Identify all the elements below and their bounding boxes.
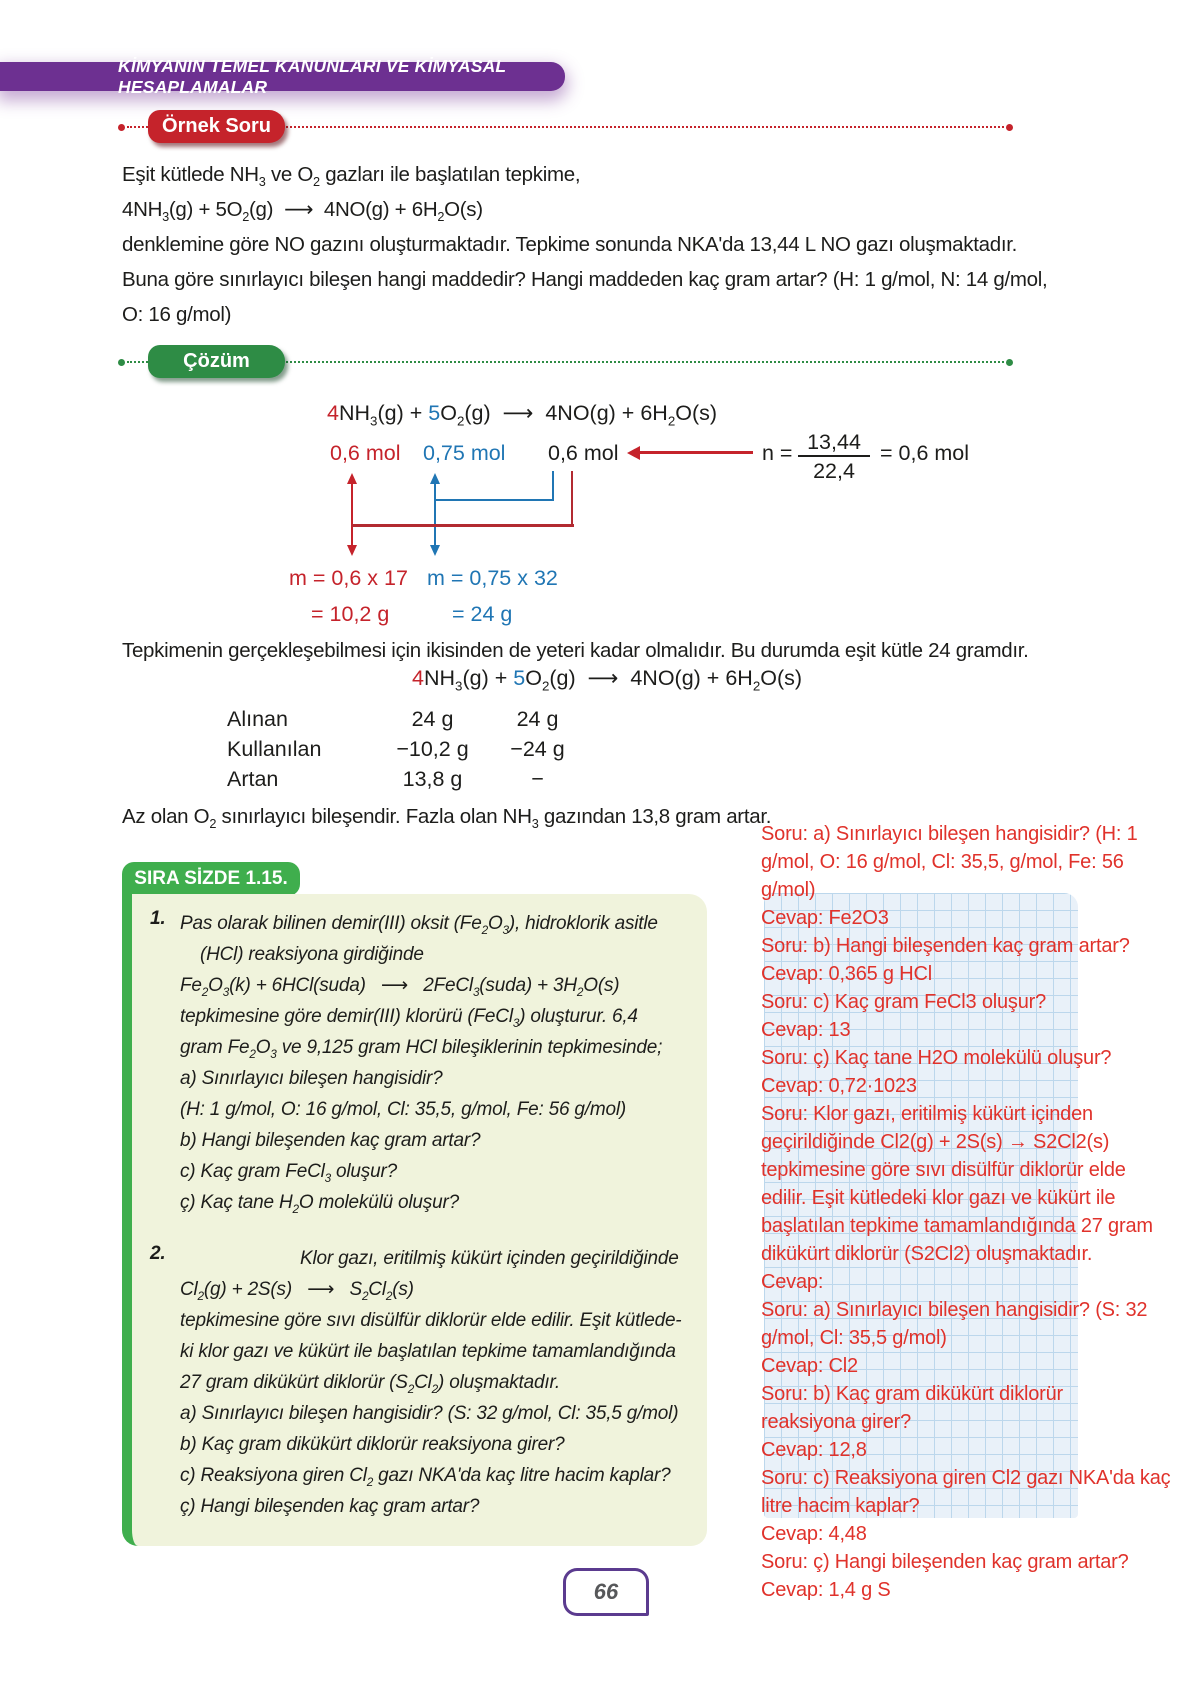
annotation-line: geçirildiğinde Cl2(g) + 2S(s) → S2Cl2(s): [761, 1131, 1110, 1153]
mole-calc-result: = 0,6 mol: [880, 441, 970, 465]
mass-table-label: Alınan: [227, 707, 288, 731]
up-down-arrow-blue-icon: [434, 479, 436, 550]
problem-line: $4NH_3(g) + 5O_2(g)$ ⟶ $4NO(g) + 6H_2O(s)$: [122, 198, 483, 225]
connector-red-vertical: [571, 471, 573, 527]
exercise-line: gram $Fe_2O_3$ ve 9,125 gram HCl bileşiklerinin tepkimesinde;: [180, 1037, 663, 1061]
exercise-tab: [122, 862, 300, 896]
mass-table-nh3-value: 24 g: [411, 707, 454, 731]
mole-calc-prefix: n =: [762, 441, 793, 465]
exercise-line: ç) Kaç tane $H_2O$ molekülü oluşur?: [180, 1192, 459, 1216]
example-tab: [148, 110, 285, 143]
annotation-line: Soru: c) Kaç gram FeCl3 oluşur?: [761, 991, 1047, 1013]
up-down-arrow-red-icon: [351, 479, 353, 550]
problem-line: Eşit kütlede $NH_3$ ve $O_2$ gazları ile başlatılan tepkime,: [122, 163, 581, 190]
annotation-line: Cevap: 12,8: [761, 1439, 867, 1461]
mass-o2-result: = 24 g: [452, 602, 513, 626]
annotation-line: başlatılan tepkime tamamlandığında 27 gram: [761, 1215, 1153, 1237]
exercise-tab-label: SIRA SİZDE 1.15.: [134, 868, 288, 889]
annotation-line: Cevap:: [761, 1271, 824, 1293]
annotation-notes: [761, 820, 1181, 1604]
solution-equation-2: $4NH_3(g) + 5O_2(g)$ ⟶ $4NO(g) + 6H_2O(s)$: [412, 666, 803, 694]
annotation-line: Cevap: 0,365 g HCl: [761, 963, 932, 985]
exercise-line: Pas olarak bilinen demir(III) oksit $(Fe_2O_3)$, hidroklorik asitle: [180, 913, 658, 937]
annotation-line: Cevap: 0,72·1023: [761, 1075, 917, 1097]
exercise-line: a) Sınırlayıcı bileşen hangisidir? (S: 32 g/mol, Cl: 35,5 g/mol): [180, 1403, 679, 1424]
annotation-line: edilir. Eşit kütledeki klor gazı ve kükürt ile: [761, 1187, 1116, 1209]
connector-blue-horizontal: [435, 499, 554, 501]
example-tab-label: Örnek Soru: [162, 115, 271, 137]
exercise-line: $Fe_2O_3(k)$ + 6HCl(suda) ⟶ 2FeCl$_3$(suda) + $3H_2O(s)$: [180, 975, 620, 999]
mass-table-o2-value: −: [531, 767, 544, 791]
problem-text: [122, 157, 1072, 332]
annotation-line: reaksiyona girer?: [761, 1411, 912, 1433]
annotation-line: Cevap: Cl2: [761, 1355, 858, 1377]
page-number: 66: [593, 1579, 619, 1604]
exercise-line: a) Sınırlayıcı bileşen hangisidir?: [180, 1068, 443, 1089]
mass-table-o2-value: 24 g: [516, 707, 559, 731]
chapter-header-bar: [0, 55, 565, 97]
annotation-line: litre hacim kaplar?: [761, 1495, 920, 1517]
annotation-line: Soru: b) Kaç gram dikükürt diklorür: [761, 1383, 1064, 1405]
mass-table: [227, 706, 590, 796]
annotation-line: Cevap: 4,48: [761, 1523, 867, 1545]
exercise-line: c) Kaç gram FeCl$_3$ oluşur?: [180, 1161, 397, 1185]
solution-tab: [148, 345, 285, 378]
solution-equation: $4NH_3(g) + 5O_2(g)$ ⟶ $4NO(g) + 6H_2O(s)$: [327, 401, 718, 429]
exercise-line: 27 gram dikükürt diklorür $(S_2Cl_2)$ oluşmaktadır.: [180, 1372, 560, 1396]
left-arrow-icon: [633, 451, 753, 454]
connector-red-horizontal: [352, 524, 574, 527]
page-number-badge: [563, 1568, 649, 1616]
fraction-denominator: 22,4: [813, 459, 855, 483]
annotation-line: Soru: a) Sınırlayıcı bileşen hangisidir? (H: 1: [761, 823, 1138, 845]
exercise-line: (HCl) reaksiyona girdiğinde: [200, 944, 424, 965]
annotation-line: Cevap: 13: [761, 1019, 851, 1041]
problem-line: denklemine göre NO gazını oluşturmaktadır. Tepkime sonunda NKA'da 13,44 L NO gazı oluşmaktadır.: [122, 233, 1018, 256]
annotation-line: Soru: ç) Hangi bileşenden kaç gram artar?: [761, 1551, 1129, 1573]
mass-table-nh3-value: −10,2 g: [396, 737, 469, 761]
mol-o2: 0,75 mol: [423, 441, 506, 465]
exercise-line: tepkimesine göre sıvı disülfür diklorür elde edilir. Eşit kütlede-: [180, 1310, 682, 1331]
exercise-box: [122, 894, 707, 1546]
mass-table-label: Artan: [227, 767, 279, 791]
exercise-line: $Cl_2(g) + 2S(s)$ ⟶ $S_2Cl_2(s)$: [180, 1279, 414, 1303]
exercise-line: b) Kaç gram dikükürt diklorür reaksiyona girer?: [180, 1434, 565, 1455]
exercise-line: b) Hangi bileşenden kaç gram artar?: [180, 1130, 481, 1151]
annotation-line: g/mol, O: 16 g/mol, Cl: 35,5, g/mol, Fe: 56: [761, 851, 1124, 873]
annotation-line: g/mol, Cl: 35,5 g/mol): [761, 1327, 947, 1349]
exercise-line: ki klor gazı ve kükürt ile başlatılan tepkime tamamlandığında: [180, 1341, 676, 1362]
solution-conclusion: Az olan $O_2$ sınırlayıcı bileşendir. Fazla olan $NH_3$ gazından 13,8 gram artar.: [122, 805, 772, 832]
mass-table-label: Kullanılan: [227, 737, 322, 761]
chapter-title: KİMYANIN TEMEL KANUNLARI VE KİMYASAL HESAPLAMALAR: [118, 55, 506, 97]
annotation-line: tepkimesine göre sıvı disülfür diklorür elde: [761, 1159, 1126, 1181]
annotation-line: g/mol): [761, 879, 816, 901]
exercise-item-1: [132, 908, 701, 1218]
problem-line: O: 16 g/mol): [122, 303, 232, 326]
mass-nh3: m = 0,6 x 17: [289, 566, 408, 590]
exercise-line: (H: 1 g/mol, O: 16 g/mol, Cl: 35,5, g/mol, Fe: 56 g/mol): [180, 1099, 627, 1120]
exercise-line: tepkimesine göre demir(III) klorürü (FeCl$_3$) oluşturur. 6,4: [180, 1006, 638, 1030]
exercise-item-2-number: 2.: [150, 1243, 166, 1264]
mol-no: 0,6 mol: [548, 441, 619, 465]
solution-tab-label: Çözüm: [183, 350, 250, 372]
exercise-line: Klor gazı, eritilmiş kükürt içinden geçirildiğinde: [300, 1248, 679, 1269]
annotation-line: Soru: b) Hangi bileşenden kaç gram artar?: [761, 935, 1130, 957]
exercise-line: c) Reaksiyona giren $Cl_2$ gazı NKA'da kaç litre hacim kaplar?: [180, 1465, 671, 1489]
annotation-line: Soru: Klor gazı, eritilmiş kükürt içinden: [761, 1103, 1093, 1125]
annotation-line: Soru: ç) Kaç tane H2O molekülü oluşur?: [761, 1047, 1112, 1069]
annotation-line: dikükürt diklorür (S2Cl2) oluşmaktadır.: [761, 1243, 1093, 1265]
fraction-bar: [798, 455, 870, 457]
problem-line: Buna göre sınırlayıcı bileşen hangi maddedir? Hangi maddeden kaç gram artar? (H: 1 g/mol, N: 14 g/mol,: [122, 268, 1048, 291]
exercise-item-1-number: 1.: [150, 908, 166, 929]
exercise-line: ç) Hangi bileşenden kaç gram artar?: [180, 1496, 480, 1517]
solution-note: Tepkimenin gerçekleşebilmesi için ikisinden de yeteri kadar olmalıdır. Bu durumda eşit kütle 24 gramdır.: [122, 639, 1029, 662]
annotation-line: Soru: c) Reaksiyona giren Cl2 gazı NKA'da kaç: [761, 1467, 1171, 1489]
mass-table-o2-value: −24 g: [510, 737, 565, 761]
fraction-numerator: 13,44: [807, 430, 861, 454]
mass-table-nh3-value: 13,8 g: [402, 767, 463, 791]
mass-o2: m = 0,75 x 32: [427, 566, 558, 590]
connector-blue-vertical: [552, 471, 554, 501]
annotation-line: Soru: a) Sınırlayıcı bileşen hangisidir? (S: 32: [761, 1299, 1148, 1321]
mol-nh3: 0,6 mol: [330, 441, 401, 465]
annotation-line: Cevap: 1,4 g S: [761, 1579, 891, 1601]
annotation-line: Cevap: Fe2O3: [761, 907, 889, 929]
exercise-item-2: [132, 1243, 701, 1522]
mass-nh3-result: = 10,2 g: [311, 602, 390, 626]
